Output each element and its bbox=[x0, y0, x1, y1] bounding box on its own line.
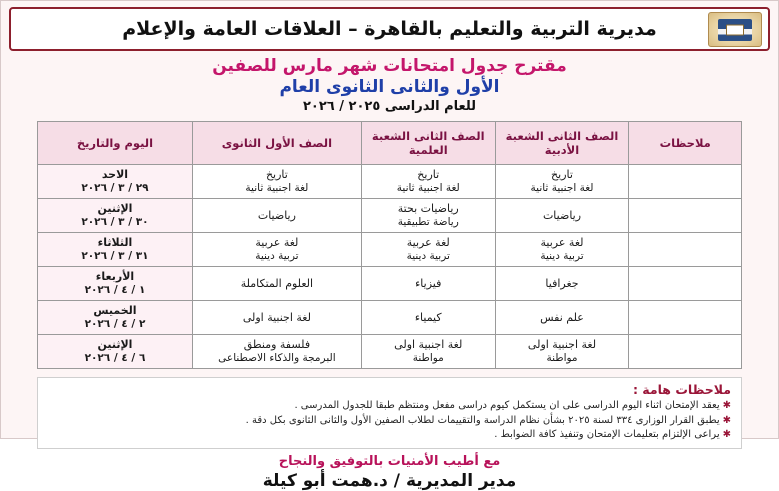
subject-line: لغة اجنبية اولى bbox=[394, 337, 463, 351]
subject-line: فيزياء bbox=[415, 276, 442, 290]
cell-second-scientific bbox=[361, 165, 495, 199]
note-text: يراعى الإلتزام بتعليمات الإمتحان وتنفيذ كافة الضوابط . bbox=[494, 429, 720, 441]
subject-line: العلوم المتكاملة bbox=[240, 276, 314, 290]
day-date: ٦ / ٤ / ٢٠٢٦ bbox=[84, 352, 146, 365]
day-date: ٣١ / ٣ / ٢٠٢٦ bbox=[81, 250, 149, 263]
day-date: ٢٩ / ٣ / ٢٠٢٦ bbox=[81, 182, 149, 195]
subject-line: رياضيات bbox=[542, 208, 582, 222]
cell-second-literary bbox=[495, 165, 629, 199]
subject-line: كيمياء bbox=[414, 310, 442, 324]
day-name: الاحد bbox=[101, 167, 129, 181]
subject-line: تربية دينية bbox=[540, 250, 584, 263]
cell-second-scientific bbox=[361, 335, 495, 369]
day-name: الإثنين bbox=[97, 201, 133, 215]
subject-line: البرمجة والذكاء الاصطناعى bbox=[218, 352, 336, 365]
subject-line: مواطنة bbox=[546, 352, 578, 365]
header-band bbox=[9, 7, 770, 51]
day-date: ٢ / ٤ / ٢٠٢٦ bbox=[84, 318, 146, 331]
cell-second-literary bbox=[495, 233, 629, 267]
subject-line: لغة عربية bbox=[406, 235, 450, 249]
column-header-first-year: الصف الأول الثانوى bbox=[192, 122, 361, 165]
ministry-crest-logo bbox=[708, 12, 762, 47]
cell-day-date bbox=[38, 199, 193, 233]
cell-second-literary bbox=[495, 335, 629, 369]
subject-line: تاريخ bbox=[265, 167, 288, 181]
bullet-star-icon: ✱ bbox=[722, 400, 731, 412]
cell-notes bbox=[629, 301, 742, 335]
subtitle-line-3: للعام الدراسى ٢٠٢٥ / ٢٠٢٦ bbox=[302, 99, 477, 115]
subject-line: تاريخ bbox=[551, 167, 573, 181]
column-header-second-scientific: الصف الثانى الشعبة العلمية bbox=[361, 122, 495, 165]
schedule-table bbox=[37, 121, 742, 369]
column-header-day-date: اليوم والتاريخ bbox=[38, 122, 193, 165]
subtitle-block bbox=[1, 56, 778, 115]
note-text: يعقد الإمتحان اثناء اليوم الدراسى على ان يستكمل كيوم دراسى مفعل ومنتظم طبقا للجدول المدرسى . bbox=[294, 400, 720, 412]
subject-line: مواطنة bbox=[412, 352, 444, 365]
subtitle-line-2: الأول والثانى الثانوى العام bbox=[279, 76, 500, 97]
table-row bbox=[38, 301, 742, 335]
subject-line: لغة عربية bbox=[540, 235, 584, 249]
column-header-second-literary: الصف الثانى الشعبة الأدبية bbox=[495, 122, 629, 165]
subject-line: لغة اجنبية اولى bbox=[527, 337, 597, 351]
day-date: ٣٠ / ٣ / ٢٠٢٦ bbox=[81, 216, 149, 229]
cell-day-date bbox=[38, 165, 193, 199]
table-row bbox=[38, 335, 742, 369]
cell-notes bbox=[629, 199, 742, 233]
important-notes-block bbox=[37, 377, 742, 449]
crest-icon bbox=[718, 19, 752, 41]
subject-line: لغة عربية bbox=[255, 235, 299, 249]
cell-first-year bbox=[192, 267, 361, 301]
cell-notes bbox=[629, 165, 742, 199]
subject-line: لغة اجنبية اولى bbox=[242, 310, 311, 324]
subject-line: لغة اجنبية ثانية bbox=[530, 182, 594, 195]
day-name: الخميس bbox=[93, 303, 137, 317]
bullet-star-icon: ✱ bbox=[722, 429, 731, 441]
subject-line: رياضيات بحتة bbox=[397, 201, 459, 215]
table-row bbox=[38, 199, 742, 233]
subject-line: تاريخ bbox=[417, 167, 440, 181]
subject-line: فلسفة ومنطق bbox=[243, 337, 311, 351]
cell-day-date bbox=[38, 301, 193, 335]
subject-line: رياضة تطبيقية bbox=[397, 216, 459, 229]
subject-line: علم نفس bbox=[540, 310, 584, 324]
cell-second-scientific bbox=[361, 233, 495, 267]
cell-second-literary bbox=[495, 301, 629, 335]
day-name: الثلاثاء bbox=[97, 235, 133, 249]
bullet-star-icon: ✱ bbox=[722, 414, 731, 426]
cell-notes bbox=[629, 267, 742, 301]
subject-line: تربية دينية bbox=[255, 250, 299, 263]
cell-day-date bbox=[38, 335, 193, 369]
note-item bbox=[48, 414, 731, 429]
subject-line: لغة اجنبية ثانية bbox=[396, 182, 460, 195]
note-text: يطبق القرار الوزارى ٣٣٤ لسنة ٢٠٢٥ بشأن نظام الدراسة والتقييمات لطلاب الصفين الأول والثانى الثانوى بكل دقة . bbox=[245, 414, 720, 426]
notes-title: ملاحظات هامة : bbox=[632, 382, 731, 398]
subject-line: تربية دينية bbox=[406, 250, 450, 263]
subject-line: رياضيات bbox=[257, 208, 296, 222]
cell-second-scientific bbox=[361, 267, 495, 301]
subtitle-line-1: مقترح جدول امتحانات شهر مارس للصفين bbox=[212, 56, 567, 76]
day-name: الإثنين bbox=[97, 337, 133, 351]
day-date: ١ / ٤ / ٢٠٢٦ bbox=[84, 284, 146, 297]
subject-line: لغة اجنبية ثانية bbox=[245, 182, 309, 195]
cell-day-date bbox=[38, 267, 193, 301]
table-row bbox=[38, 233, 742, 267]
cell-second-scientific bbox=[361, 301, 495, 335]
table-row bbox=[38, 267, 742, 301]
cell-second-literary bbox=[495, 199, 629, 233]
cell-second-scientific bbox=[361, 199, 495, 233]
cell-first-year bbox=[192, 165, 361, 199]
cell-first-year bbox=[192, 301, 361, 335]
cell-day-date bbox=[38, 233, 193, 267]
table-row bbox=[38, 165, 742, 199]
cell-second-literary bbox=[495, 267, 629, 301]
note-item bbox=[48, 399, 731, 414]
cell-first-year bbox=[192, 199, 361, 233]
cell-notes bbox=[629, 335, 742, 369]
table-header-row bbox=[38, 122, 742, 165]
subject-line: جغرافيا bbox=[545, 276, 579, 290]
cell-notes bbox=[629, 233, 742, 267]
page-title: مديرية التربية والتعليم بالقاهرة – العلاقات العامة والإعلام bbox=[122, 18, 657, 40]
signature-line: مدير المديرية / د.همت أبو كيلة bbox=[262, 470, 517, 491]
schedule-table-wrap bbox=[37, 121, 742, 369]
column-header-notes: ملاحظات bbox=[629, 122, 742, 165]
cell-first-year bbox=[192, 233, 361, 267]
note-item bbox=[48, 428, 731, 443]
closing-wish: مع أطيب الأمنيات بالتوفيق والنجاح bbox=[278, 453, 501, 469]
day-name: الأربعاء bbox=[95, 269, 135, 283]
cell-first-year bbox=[192, 335, 361, 369]
